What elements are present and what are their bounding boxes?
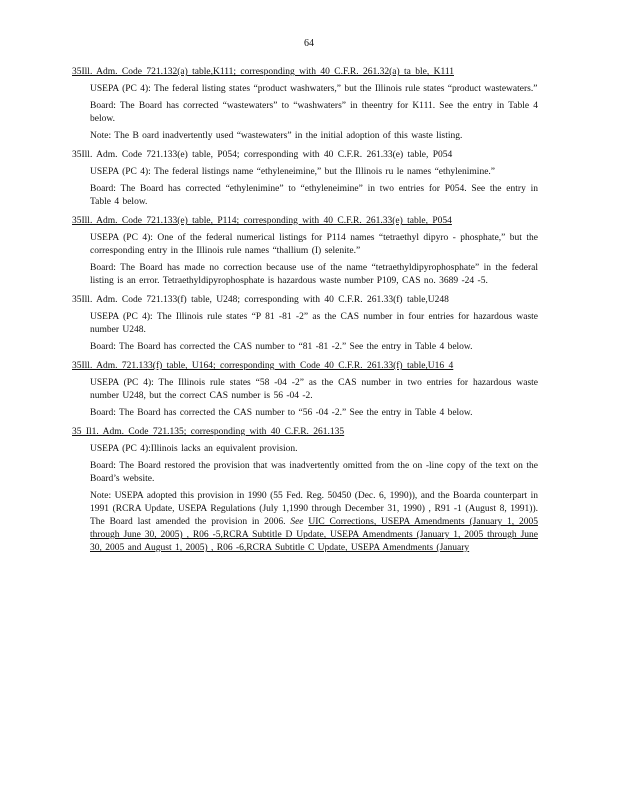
note-paragraph [90,490,538,555]
board-response: Board: The Board has corrected the CAS number to “81 -81 -2.” See the entry in Table 4 below. [90,342,473,352]
usepa-comment: USEPA (PC 4): The Illinois rule states “P 81 -81 -2” as the CAS number in four entries for hazardous waste number U248. [90,312,538,335]
board-response: Board: The Board has corrected the CAS number to “56 -04 -2.” See the entry in Table 4 below. [90,408,473,418]
entry-heading: 35Ill. Adm. Code 721.133(e) table, P054; corresponding with 40 C.F.R. 261.33(e) table, P054 [72,150,453,160]
usepa-comment: USEPA (PC 4): One of the federal numerical listings for P114 names “tetraethyl dipyro - phosphate,” but the corresponding entry in the Illinois rule names “thallium (I) selenite.” [90,233,538,256]
board-response: Board: The Board has corrected “wastewaters” to “washwaters” in theentry for K111. See the entry in Table 4 below. [90,101,538,124]
see-signal: See [290,517,304,527]
board-response: Board: The Board restored the provision that was inadvertently omitted from the on -line copy of the text on the Board’s website. [90,461,538,484]
usepa-comment: USEPA (PC 4): The federal listing states “product washwaters,” but the Illinois rule states “product wastewaters.” [90,84,538,94]
entry-heading: 35Ill. Adm. Code 721.133(e) table, P114; corresponding with 40 C.F.R. 261.33(e) table, P054 [72,216,452,226]
board-response: Board: The Board has corrected “ethylenimine” to “ethyleneimine” in two entries for P054. See the entry in Table 4 below. [90,184,538,207]
entry-p054 [72,149,538,209]
entry-721-135 [72,426,538,555]
usepa-comment: USEPA (PC 4):Illinois lacks an equivalent provision. [90,444,298,454]
board-response: Board: The Board has made no correction because use of the name “tetraethyldipyrophosphate” in the federal listing is an error. Tetraethyldipyrophosphate is hazardous waste number P109, CAS no. 3689 -24 -5. [90,263,538,286]
entry-u248 [72,294,538,354]
page-number: 64 [304,38,314,49]
entry-heading: 35Ill. Adm. Code 721.133(f) table, U248; corresponding with 40 C.F.R. 261.33(f) table,U248 [72,295,449,305]
usepa-comment: USEPA (PC 4): The federal listings name “ethyleneimine,” but the Illinois ru le names “ethylenimine.” [90,167,495,177]
document-body [72,66,538,561]
note-paragraph: Note: The B oard inadvertently used “wastewaters” in the initial adoption of this waste listing. [90,131,463,141]
usepa-comment: USEPA (PC 4): The Illinois rule states “58 -04 -2” as the CAS number in two entries for hazardous waste number U248, but the correct CAS number is 56 -04 -2. [90,378,538,401]
note-lead: Note: USEPA adopted this provision in 1990 (55 Fed. Reg. 50450 (Dec. 6, 1990)), and the Boarda counterpart in 1991 (RCRA Update, USEPA Regulations (July 1,1990 through December 31, 1990) , R91 -1 (August 8, 1991)). The Board last amended the provision in 2006. [90,491,538,527]
entry-p114 [72,215,538,288]
entry-heading: 35Ill. Adm. 721.133(f) table, U164; corresponding with Code 40 C.F.R. 261.33(f) table,U16 4 [72,361,454,371]
note-citations: UIC Corrections, USEPA Amendments (January 1, 2005 through June 30, 2005) , R06 -5,RCRA Subtitle D Update, USEPA Amendments (January 1, 2005 through June 30, 2005 and August 1, 2005) , R06 -6,RCRA Subtitle C Update, USEPA Amendments (January [90,517,539,553]
entry-u164 [72,360,538,420]
entry-heading: 35Ill. Adm. Code 721.132(a) table,K111; corresponding with 40 C.F.R. 261.32(a) ta ble, K111 [72,67,454,77]
entry-heading: 35 Il1. Adm. Code 721.135; corresponding with 40 C.F.R. 261.135 [72,427,345,437]
entry-k111 [72,66,538,143]
